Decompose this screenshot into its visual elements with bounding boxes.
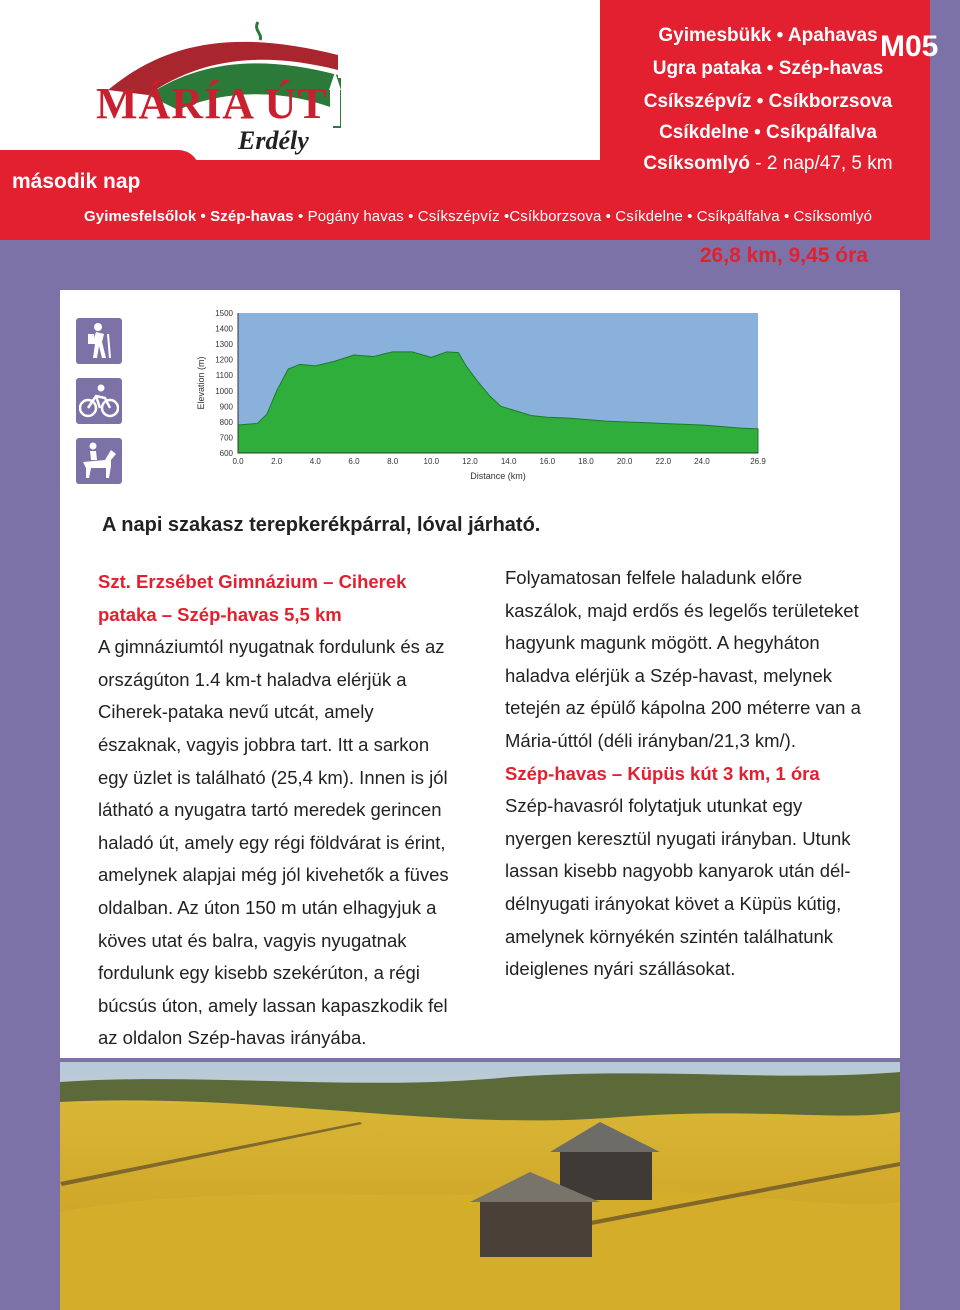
- logo-subtitle: Erdély: [238, 126, 309, 155]
- x-tick-label: 2.0: [271, 457, 283, 466]
- y-tick-label: 700: [219, 433, 233, 443]
- route-rest: • Pogány havas • Csíkszépvíz •Csíkborzsova • Csíkdelne • Csíkpálfalva • Csíksomlyó: [293, 208, 873, 225]
- towns-line-3: Csíkszépvíz • Csíkborzsova: [643, 91, 893, 112]
- logo-title: MÁRÍA ÚT: [96, 79, 328, 128]
- route-line: [84, 208, 872, 225]
- x-tick-label: 18.0: [578, 457, 594, 466]
- towns-line-2: Ugra pataka • Szép-havas: [652, 58, 884, 79]
- towns-line-4: Csíkdelne • Csíkpálfalva: [659, 122, 877, 143]
- y-tick-label: 600: [219, 449, 233, 458]
- x-tick-label: 4.0: [309, 457, 321, 466]
- towns-line-1: Gyimesbükk • Apahavas: [658, 25, 878, 46]
- route-bold: Gyimesfelsőlok • Szép-havas: [84, 208, 294, 225]
- y-tick-label: 1000: [215, 386, 233, 396]
- distance-time: 26,8 km, 9,45 óra: [699, 244, 868, 267]
- bicycle-icon: [76, 378, 122, 424]
- y-tick-label: 800: [219, 417, 233, 427]
- activity-icons: [76, 318, 122, 498]
- section-heading-2: Szép-havas – Küpüs kút 3 km, 1 óra: [505, 762, 820, 784]
- x-tick-label: 10.0: [423, 457, 440, 466]
- elevation-chart: [188, 305, 768, 485]
- y-axis-label: Elevation (m): [196, 356, 206, 410]
- y-tick-label: 1500: [215, 309, 233, 318]
- section-body-1: A gimnáziumtól nyugatnak fordulunk és az országúton 1.4 km-t haladva elérjük a Ciherek-pataka nevű utcát, amely északnak, vagyis jobbra tart. Itt a sarkon egy üzlet is található (25,4 km). Innen is jól látható a nyugatra tartó meredek gerincen haladó út, amely egy régi földvárat is érint, amelynek alapjai még jól kivehetők a füves oldalban. Az úton 150 m után elhagyjuk a köves utat és balra, vagyis nyugatnak fordulunk egy kisebb szekérúton, a régi búcsús úton, amely lassan kapaszkodik fel az oldalon Szép-havas irányába.: [98, 636, 449, 1049]
- x-tick-label: 26.9: [750, 457, 766, 466]
- day-label: második nap: [12, 170, 141, 193]
- section-body-2: Szép-havasról folytatjuk utunkat egy nyergen keresztül nyugati irányban. Utunk lassan kisebb nagyobb kanyarok után dél-délnyugati irányokat követ a Küpüs kútig, amelynek környékén szintén találhatunk ideiglenes nyári szállásokat.: [505, 795, 851, 980]
- y-tick-label: 1300: [215, 340, 233, 350]
- x-tick-label: 24.0: [694, 457, 710, 466]
- section-body-1-continued: Folyamatosan felfele haladunk előre kaszálok, majd erdős és legelős területeket hagyunk magunk mögött. A hegyháton haladva elérjük a Szép-havast, melynek tetején az épülő kápolna 200 méterre van a Mária-úttól (déli irányban/21,3 km/).: [505, 567, 861, 751]
- x-tick-label: 8.0: [387, 457, 399, 466]
- towns-line-5-rest: - 2 nap/47, 5 km: [750, 153, 893, 174]
- left-column: [98, 566, 458, 1055]
- y-tick-label: 1400: [215, 324, 233, 334]
- route-caption: A napi szakasz terepkerékpárral, lóval járható.: [102, 514, 541, 536]
- x-axis-label: Distance (km): [470, 471, 526, 481]
- x-tick-label: 0.0: [232, 457, 244, 466]
- x-tick-label: 12.0: [462, 457, 478, 466]
- route-code: M05: [880, 30, 939, 63]
- landscape-photo: [60, 1062, 900, 1310]
- y-tick-label: 1100: [215, 371, 233, 381]
- towns-line-5: [618, 153, 918, 175]
- right-column: [505, 562, 865, 986]
- x-tick-label: 16.0: [539, 457, 556, 466]
- y-tick-label: 1200: [215, 355, 233, 365]
- x-tick-label: 22.0: [655, 457, 672, 466]
- horse-rider-icon: [76, 438, 122, 484]
- x-tick-label: 6.0: [348, 457, 360, 466]
- page-header: [0, 0, 960, 240]
- section-heading-1: Szt. Erzsébet Gimnázium – Ciherek pataka – Szép-havas 5,5 km: [98, 571, 407, 625]
- x-tick-label: 20.0: [616, 457, 633, 466]
- x-tick-label: 14.0: [500, 457, 517, 466]
- towns-line-5-bold: Csíksomlyó: [643, 153, 751, 174]
- y-tick-label: 900: [219, 402, 233, 412]
- hiker-icon: [76, 318, 122, 364]
